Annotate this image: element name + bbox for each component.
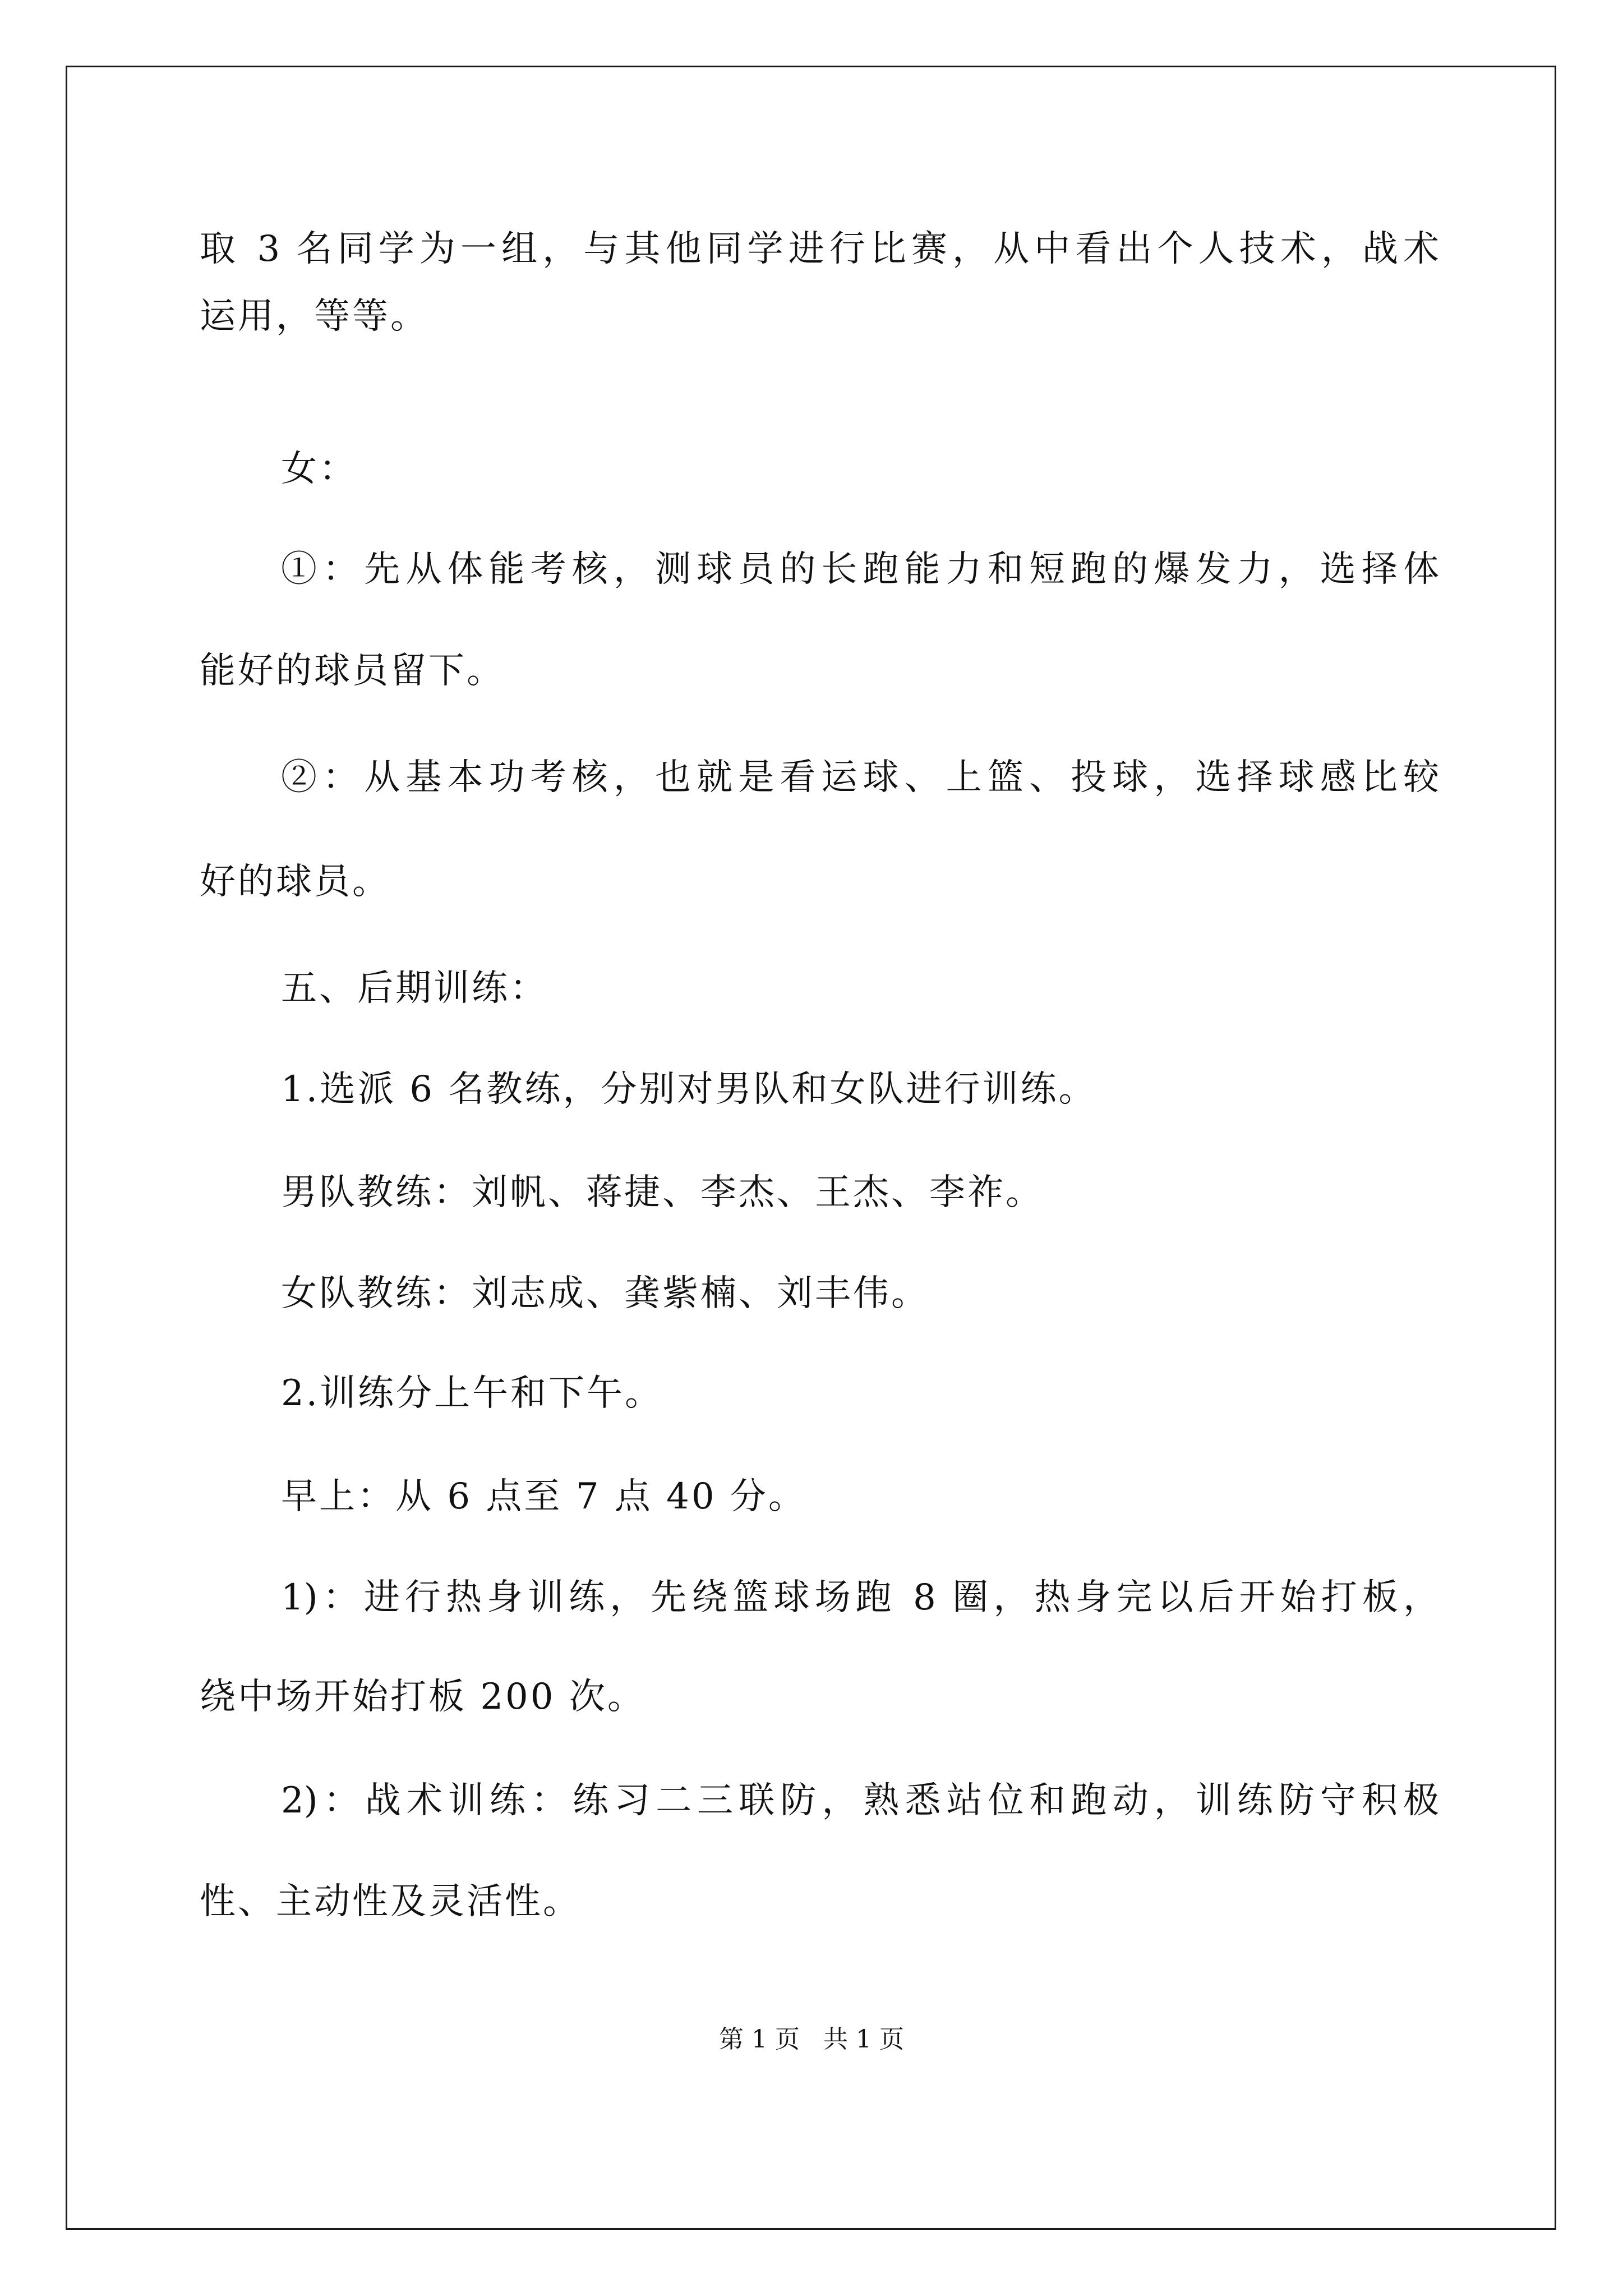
text-line: 1)：进行热身训练，先绕篮球场跑 8 圈，热身完以后开始打板，	[281, 1577, 1439, 1618]
section-heading: 五、后期训练：	[281, 968, 548, 1009]
text-line: 绕中场开始打板 200 次。	[200, 1676, 645, 1718]
text-line: 性、主动性及灵活性。	[200, 1881, 581, 1922]
page-footer: 第 1 页 共 1 页	[719, 2025, 904, 2054]
text-line: 2)：战术训练：练习二三联防，熟悉站位和跑动，训练防守积极	[281, 1780, 1439, 1821]
text-line: 女队教练：刘志成、龚紫楠、刘丰伟。	[281, 1273, 929, 1314]
text-line: 女：	[281, 448, 357, 490]
text-line: 运用，等等。	[200, 296, 428, 337]
text-line: 早上：从 6 点至 7 点 40 分。	[281, 1476, 806, 1517]
text-line: 男队教练：刘帆、蒋捷、李杰、王杰、李祚。	[281, 1172, 1044, 1213]
text-line: ②：从基本功考核，也就是看运球、上篮、投球，选择球感比较	[281, 757, 1439, 798]
text-line: 好的球员。	[200, 861, 390, 903]
text-line: 取 3 名同学为一组，与其他同学进行比赛，从中看出个人技术，战术	[200, 228, 1439, 270]
text-line: 2.训练分上午和下午。	[281, 1373, 663, 1414]
text-line: 1.选派 6 名教练，分别对男队和女队进行训练。	[281, 1069, 1097, 1110]
text-line: ①：先从体能考核，测球员的长跑能力和短跑的爆发力，选择体	[281, 549, 1439, 590]
text-line: 能好的球员留下。	[200, 650, 505, 692]
